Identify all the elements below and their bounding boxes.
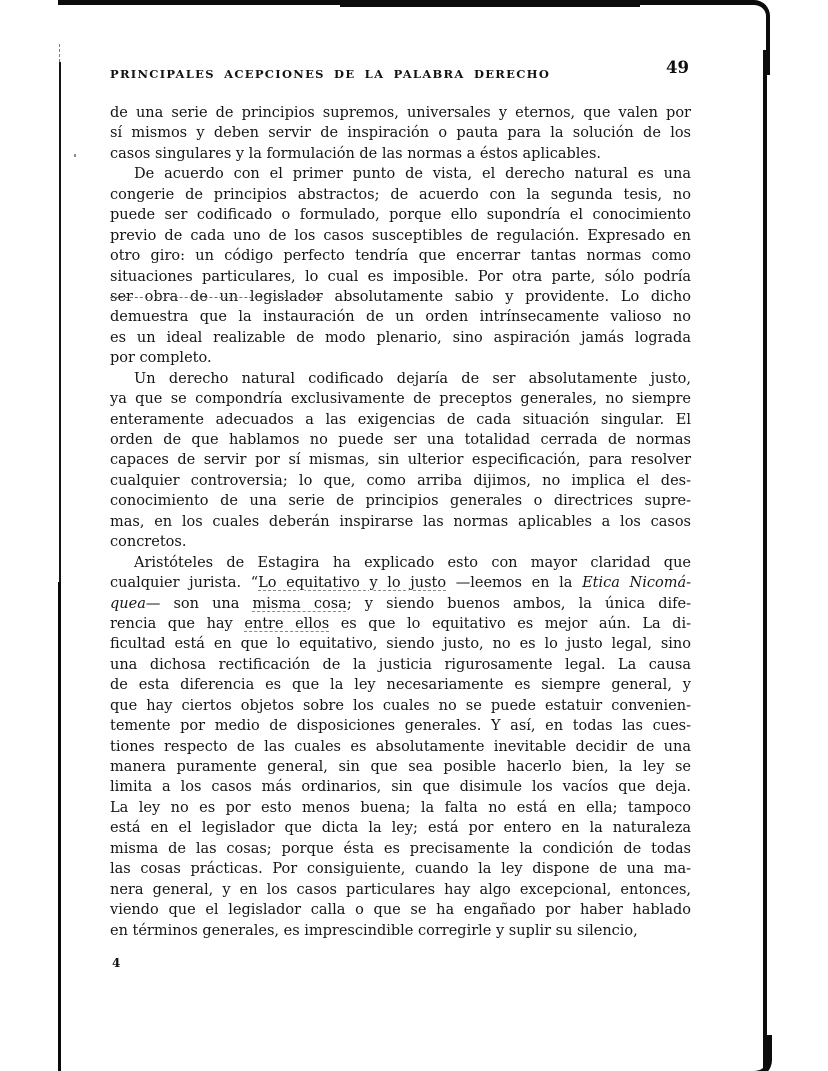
body-text: [110, 103, 691, 941]
scan-border-top-thick: [340, 0, 640, 7]
scan-border-left-upper: [59, 62, 61, 582]
text-line: ser obra de un legislador absolutamente sabio y providente. Lo dicho: [110, 288, 691, 305]
text-line: en términos generales, es imprescindible corregirle y suplir su silencio,: [110, 922, 638, 939]
text-line: rencia que hay entre ellos es que lo equitativo es mejor aún. La di-: [110, 615, 691, 632]
text-line: Aristóteles de Estagira ha explicado esto con mayor claridad que: [134, 554, 691, 571]
scan-border-bottom-right-curve: [737, 1035, 772, 1071]
text-line: orden de que hablamos no puede ser una totalidad cerrada de normas: [110, 432, 691, 448]
text-line: cualquier jurista. “Lo equitativo y lo justo —leemos en la Etica Nicomá-: [110, 575, 691, 592]
text-line: concretos.: [110, 534, 187, 551]
text-line: temente por medio de disposiciones generales. Y así, en todas las cues-: [110, 718, 691, 735]
paragraph: [110, 164, 691, 368]
paragraph: [110, 553, 691, 941]
scan-border-left-lower: [58, 582, 61, 1071]
running-header: PRINCIPALES ACEPCIONES DE LA PALABRA DERECHO: [110, 67, 551, 81]
text-line: una dichosa rectificación de la justicia rigurosamente legal. La causa: [110, 656, 691, 673]
paragraph: [110, 369, 691, 553]
text-line: puede ser codificado o formulado, porque ello supondría el conocimiento: [110, 207, 691, 224]
text-line: por completo.: [110, 350, 212, 367]
text-line: otro giro: un código perfecto tendría que encerrar tantas normas como: [110, 248, 691, 265]
text-line: es un ideal realizable de modo plenario, sino aspiración jamás lograda: [110, 329, 691, 346]
text-line: sí mismos y deben servir de inspiración o pauta para la solución de los: [110, 125, 691, 142]
text-line: de una serie de principios supremos, universales y eternos, que valen por: [110, 105, 691, 121]
signature-mark: 4: [112, 956, 121, 970]
text-line: las cosas prácticas. Por consiguiente, cuando la ley dispone de una ma-: [110, 861, 691, 878]
text-line: demuestra que la instauración de un orden intrínsecamente valioso no: [110, 309, 691, 326]
text-line: Un derecho natural codificado dejaría de ser absolutamente justo,: [134, 370, 691, 387]
text-line: La ley no es por esto menos buena; la falta no está en ella; tampoco: [110, 799, 691, 816]
text-line: misma de las cosas; porque ésta es precisamente la condición de todas: [110, 840, 691, 857]
scan-border-left-dashed: [59, 44, 60, 62]
text-line: situaciones particulares, lo cual es imposible. Por otra parte, sólo podría: [110, 268, 691, 285]
text-line: ya que se compondría exclusivamente de preceptos generales, no siempre: [110, 391, 691, 408]
text-line: capaces de servir por sí mismas, sin ulterior especificación, para resolver: [110, 452, 691, 469]
text-line: ficultad está en que lo equitativo, siendo justo, no es lo justo legal, sino: [110, 636, 691, 653]
text-line: previo de cada uno de los casos susceptibles de regulación. Expresado en: [110, 227, 691, 244]
text-line: viendo que el legislador calla o que se ha engañado por haber hablado: [110, 902, 691, 919]
text-line: está en el legislador que dicta la ley; está por entero en la naturaleza: [110, 820, 691, 837]
text-line: mas, en los cuales deberán inspirarse las normas aplicables a los casos: [110, 513, 691, 530]
paragraph: [110, 103, 691, 164]
text-line: manera puramente general, sin que sea posible hacerlo bien, la ley se: [110, 759, 691, 775]
text-line: De acuerdo con el primer punto de vista, el derecho natural es una: [134, 166, 691, 183]
page-number: 49: [666, 58, 689, 77]
text-line: de esta diferencia es que la ley necesariamente es siempre general, y: [110, 677, 691, 694]
text-line: que hay ciertos objetos sobre los cuales no se puede estatuir convenien-: [110, 697, 691, 714]
text-line: cualquier controversia; lo que, como arriba dijimos, no implica el des-: [110, 472, 691, 489]
scan-speck: [74, 154, 76, 157]
text-line: conocimiento de una serie de principios generales o directrices supre-: [110, 493, 691, 510]
text-line: nera general, y en los casos particulares hay algo excepcional, entonces,: [110, 881, 691, 898]
text-line: quea— son una misma cosa; y siendo buenos ambos, la única dife-: [110, 595, 691, 612]
text-line: casos singulares y la formulación de las normas a éstos aplicables.: [110, 145, 602, 162]
text-line: enteramente adecuados a las exigencias de cada situación singular. El: [110, 411, 691, 428]
scan-border-right: [763, 50, 767, 1071]
text-line: congerie de principios abstractos; de acuerdo con la segunda tesis, no: [110, 186, 691, 203]
scan-border-top-right-corner: [700, 0, 770, 75]
text-line: limita a los casos más ordinarios, sin que disimule los vacíos que deja.: [110, 779, 691, 796]
text-line: tiones respecto de las cuales es absolutamente inevitable decidir de una: [110, 738, 691, 755]
